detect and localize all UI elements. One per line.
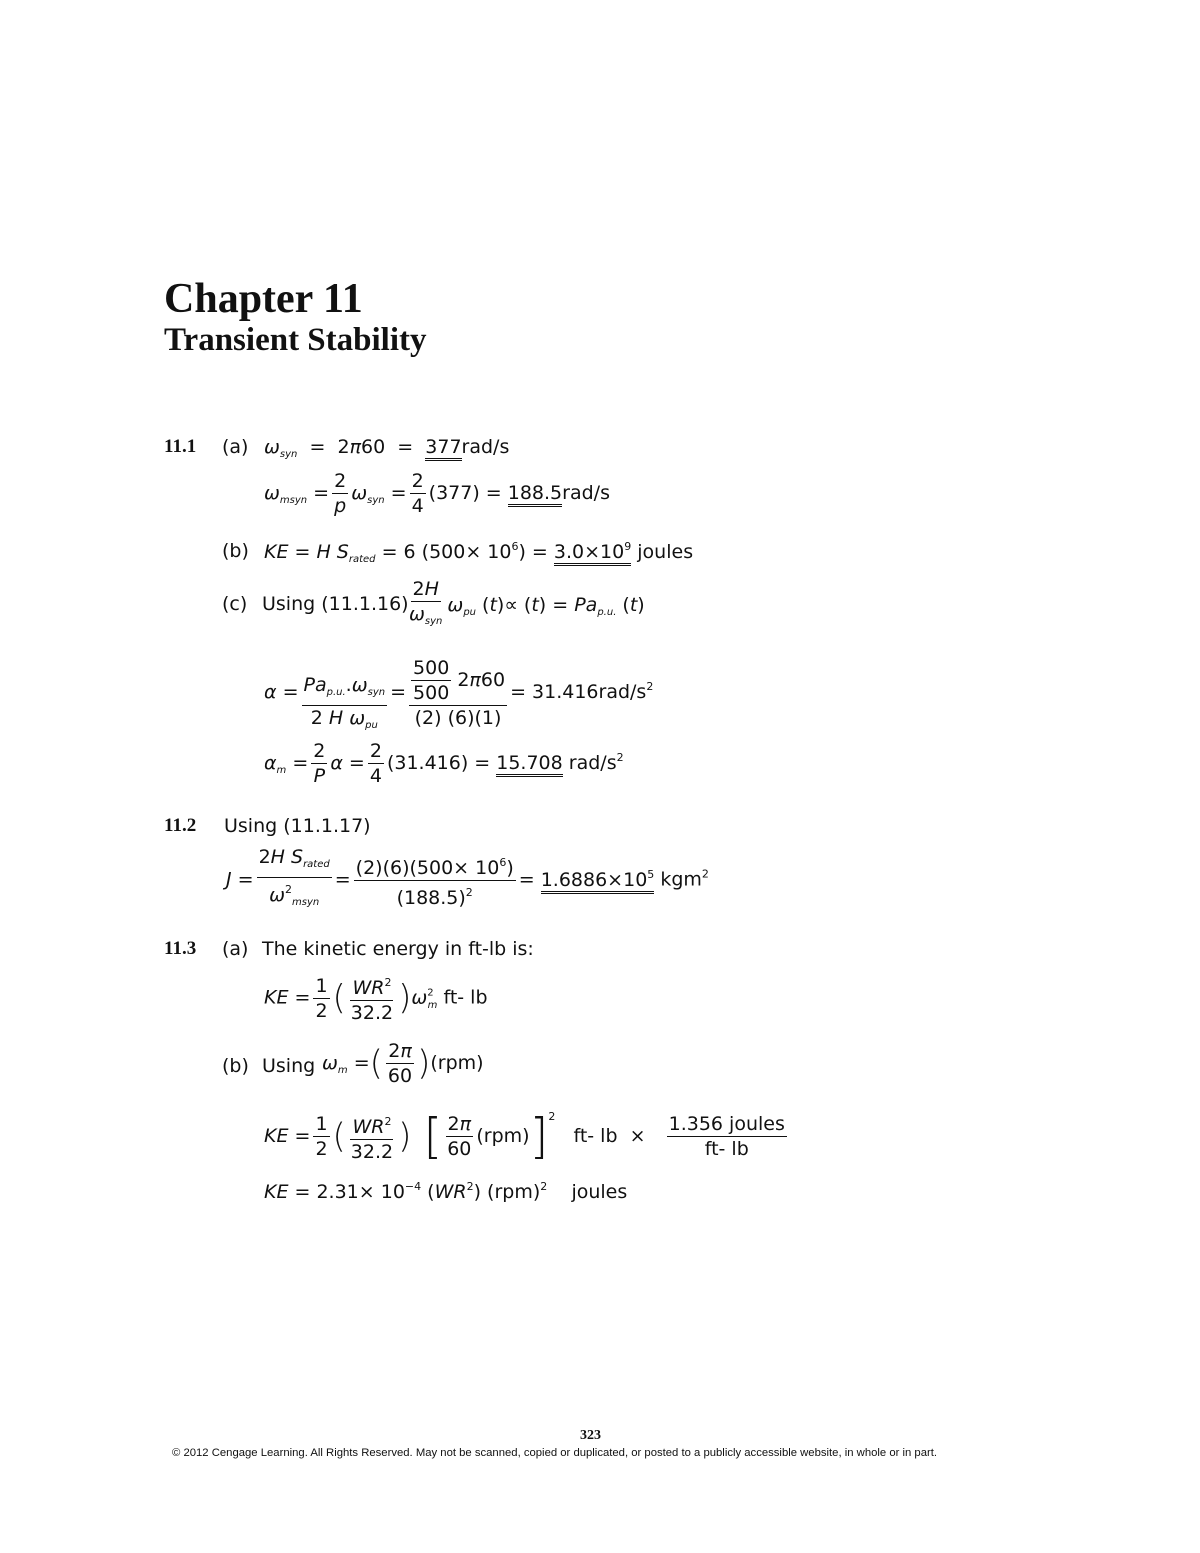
part-text: The kinetic energy in ft-lb is: [262,938,534,960]
equation-swing: $\frac{2H}{\omega_{syn}}$ $\omega_{pu}$ $(t)\propto (t) = Pa_{p.u.}$ (t) [409,578,645,627]
equation-alpha-m: $\alpha_m$ = $\frac{2}{P}$ α = $\frac{2}{4}$ (31.416) = 15.708 rad/$s^2$ [264,740,624,787]
part-intro: Using [262,1055,316,1077]
equation-alpha: α = $\frac{Pa_{p.u.}.\omega_{syn}}{2 H \omega_{pu}}$ = $\frac{500}{500}$ 2π60 (2) (6)(1) = $31.416rad/s^2$ [264,656,654,731]
result-alpha-m: 15.708 [496,752,562,777]
copyright-notice: © 2012 Cengage Learning. All Rights Reserved. May not be scanned, copied or duplicated, or posted to a publicly accessible website, in whole or in part. [172,1447,938,1459]
problem-number: 11.1 [164,436,197,457]
chapter-title: Chapter 11 [164,276,363,322]
conversion-factor: 1.356 joules [668,1113,785,1135]
problem-intro: Using (11.1.17) [224,815,371,837]
equation-omega-msyn: $\omega_{msyn}$ = $\frac{2}{p}$ $\omega_{syn}$ = $\frac{2}{4}$ (377) = 188.5rad/s [264,470,610,517]
equation-ke-rpm: KE = $\frac{1}{2}$ ( $\frac{WR^2}{32.2}$ ) [ $\frac{2\pi}{60}$ (rpm)]$^2$ ft- lb × $\frac{\text{1.356 joules}}{ft- lb}$ [264,1108,785,1165]
result-kinetic-energy: $3.0\times 10^9$ [554,541,631,566]
equation-ke-final: KE = $2.31\times 10^{-4}$ $(WR^2)$ (rpm)$^2$ joules [264,1180,628,1203]
result-omega-msyn: 188.5 [508,482,562,507]
equation-omega-syn: $\omega_{syn} = 2\pi 60 = 377rad/s$ [264,436,510,460]
problem-number: 11.3 [164,938,197,959]
part-label: (c) [222,593,248,615]
part-intro: Using (11.1.16) [262,593,409,615]
equation-ke-ftlb: KE = $\frac{1}{2}$ ( $\frac{WR^2}{32.2}$ )$\omega^2_m$ ft- lb [264,972,488,1024]
chapter-subtitle: Transient Stability [164,322,427,358]
part-label: (a) [222,436,249,458]
part-label: (b) [222,540,249,562]
result-inertia: $1.6886\times 10^5$ [541,869,655,894]
equation-kinetic-energy: KE = H $S_{rated} = 6$ $(500\times 10^6) = 3.0\times 10^9$ joules [264,540,694,565]
equation-inertia: J = $\frac{2H S_{rated}}{\omega^2_{msyn}}$ = $\frac{(2)(6)(500\times 10^6)}{(188.5)^2}$ = $1.6886\times 10^5$ kgm$^2$ [226,846,709,909]
part-label: (a) [222,938,249,960]
page-number: 323 [580,1428,601,1443]
problem-number: 11.2 [164,815,197,836]
equation-omega-m: $\omega_m$ =( $\frac{2\pi}{60}$ )(rpm) [322,1040,484,1087]
part-label: (b) [222,1055,249,1077]
result-omega-syn: 377 [425,436,461,461]
result-alpha: 31.416 [532,681,599,703]
